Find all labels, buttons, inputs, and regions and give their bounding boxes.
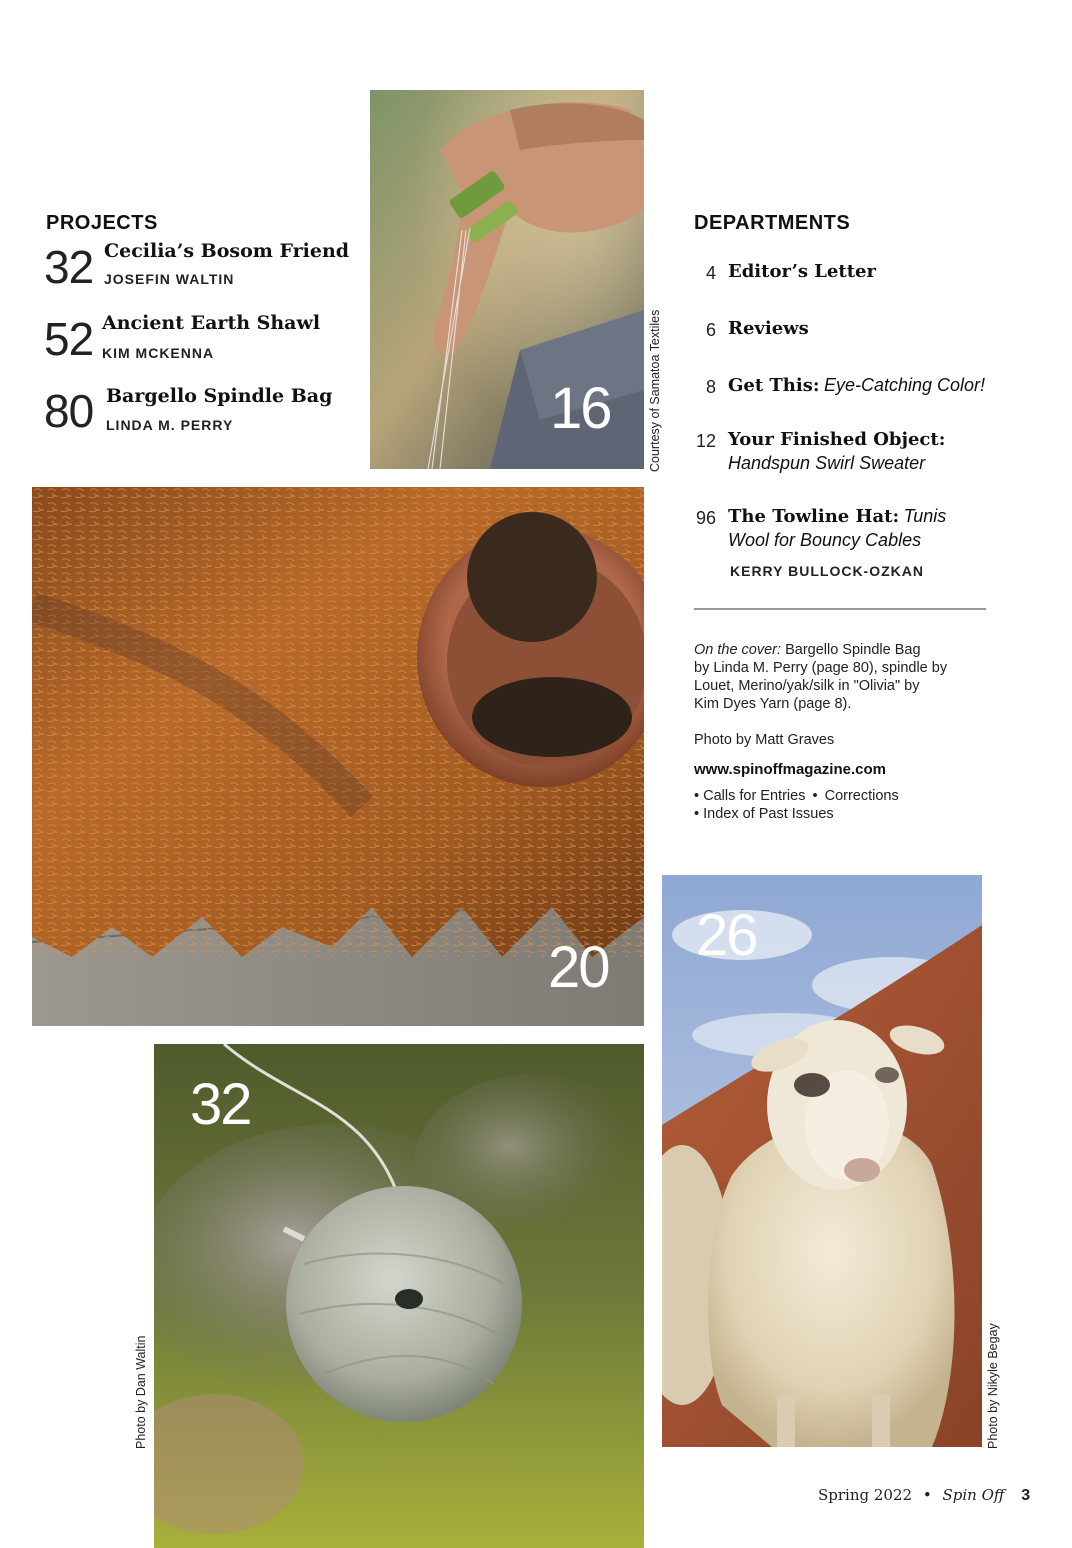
- projects-heading: PROJECTS: [46, 212, 158, 234]
- project-author: KIM MCKENNA: [102, 345, 215, 361]
- project-page-number: 32: [44, 241, 94, 293]
- photo-credit-waltin: Photo by Dan Waltin: [134, 1335, 148, 1449]
- calls-for-entries-link[interactable]: • Calls for Entries: [694, 788, 806, 804]
- page-footer: [818, 1486, 1030, 1505]
- cover-line: Kim Dyes Yarn (page 8).: [694, 696, 852, 712]
- magazine-name: Spin Off: [942, 1486, 1005, 1504]
- photo-sheep: [662, 875, 982, 1447]
- photo-page-number: 26: [696, 903, 757, 968]
- department-title: Editor’s Letter: [728, 261, 876, 282]
- footer-separator: •: [922, 1486, 932, 1504]
- department-subtitle: Eye-Catching Color!: [823, 375, 986, 395]
- project-author: JOSEFIN WALTIN: [104, 271, 235, 287]
- photo-page-number: 20: [548, 935, 609, 1000]
- project-author: LINDA M. PERRY: [106, 417, 234, 433]
- project-title: Ancient Earth Shawl: [102, 312, 321, 334]
- link-separator: •: [812, 788, 818, 804]
- project-item[interactable]: [44, 240, 364, 292]
- department-item[interactable]: [686, 317, 1006, 345]
- department-subtitle-line2: Wool for Bouncy Cables: [728, 530, 922, 550]
- website-link[interactable]: www.spinoffmagazine.com: [694, 761, 886, 778]
- cover-description: [694, 641, 994, 713]
- photo-page-number: 32: [190, 1072, 251, 1137]
- project-item[interactable]: [44, 312, 364, 364]
- issue-date: Spring 2022: [818, 1486, 913, 1504]
- department-item[interactable]: [686, 260, 1006, 288]
- website-links-row: [694, 788, 899, 804]
- photo-page-number: 16: [550, 376, 611, 441]
- photo-fiber-hand: [370, 90, 644, 469]
- department-title: Get This:: [728, 375, 820, 396]
- project-title: Bargello Spindle Bag: [106, 385, 333, 407]
- department-page-number: 96: [695, 508, 716, 528]
- department-page-number: 6: [705, 320, 716, 340]
- page-number: 3: [1021, 1487, 1031, 1504]
- photo-credit-samatoa: Courtesy of Samatoa Textiles: [648, 309, 662, 472]
- cover-photo-credit: Photo by Matt Graves: [694, 732, 835, 748]
- cover-label: On the cover:: [694, 642, 782, 658]
- department-subtitle: Tunis: [903, 506, 947, 526]
- cover-line: Bargello Spindle Bag: [785, 642, 921, 658]
- cover-line: by Linda M. Perry (page 80), spindle by: [694, 660, 948, 676]
- section-divider: [694, 608, 986, 610]
- department-title: The Towline Hat:: [728, 506, 900, 527]
- departments-heading: DEPARTMENTS: [694, 212, 851, 234]
- department-title: Reviews: [728, 318, 809, 339]
- department-subtitle: Handspun Swirl Sweater: [728, 453, 926, 473]
- department-page-number: 12: [695, 431, 716, 451]
- project-item[interactable]: [44, 384, 364, 436]
- corrections-link[interactable]: Corrections: [824, 788, 899, 804]
- cover-line: Louet, Merino/yak/silk in "Olivia" by: [694, 678, 920, 694]
- department-item[interactable]: [686, 505, 1016, 585]
- department-page-number: 4: [705, 263, 716, 283]
- department-item[interactable]: [686, 428, 1016, 480]
- department-author: KERRY BULLOCK-OZKAN: [730, 563, 924, 579]
- department-title: Your Finished Object:: [728, 429, 946, 450]
- project-title: Cecilia’s Bosom Friend: [104, 240, 350, 262]
- photo-credit-begay: Photo by Nikyle Begay: [986, 1323, 1000, 1449]
- project-page-number: 52: [44, 313, 94, 365]
- project-page-number: 80: [44, 385, 94, 437]
- photo-shawl: [32, 487, 644, 1026]
- index-past-issues-link[interactable]: • Index of Past Issues: [694, 806, 834, 822]
- department-item[interactable]: [686, 374, 1016, 402]
- department-page-number: 8: [705, 377, 716, 397]
- photo-yarn-ball: [154, 1044, 644, 1548]
